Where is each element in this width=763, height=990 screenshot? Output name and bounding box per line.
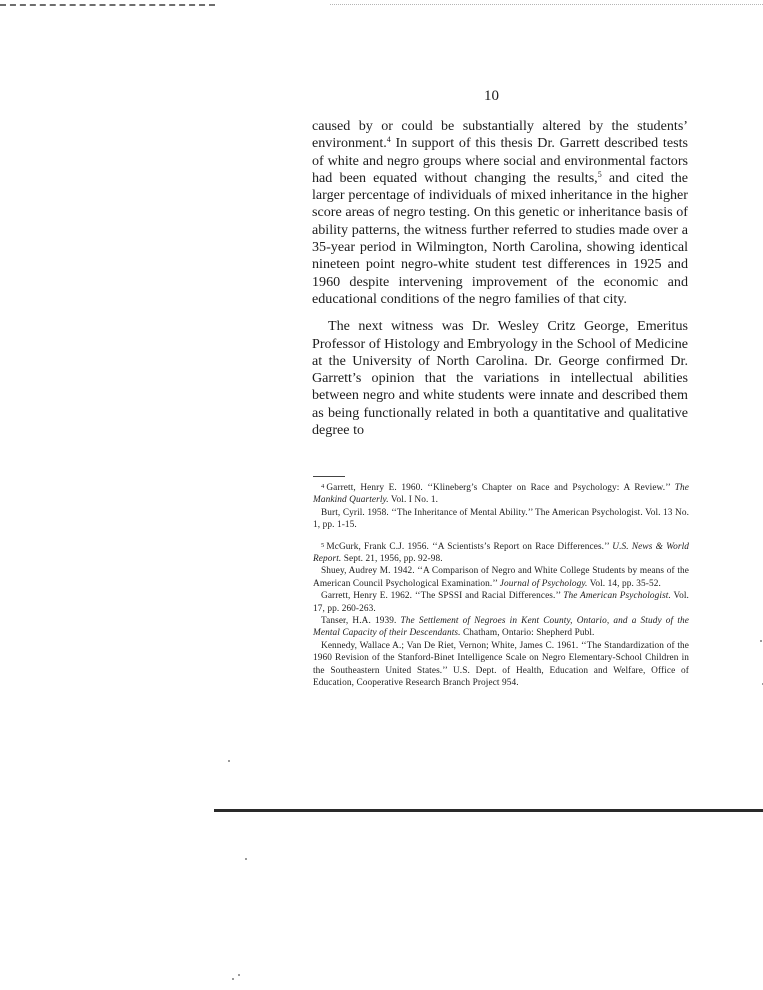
- footnote-entry: Kennedy, Wallace A.; Van De Riet, Vernon; White, James C. 1961. ‘‘The Standardization of the 1960 Revision of the Stanford-Binet Intelligence Scale on Negro Elementary-School Children in the Southeastern United States.’’ U.S. Dept. of Health, Education and Welfare, Office of Education, Cooperative Research Branch Project 954.: [313, 640, 689, 689]
- paragraph-1-lead: caused by or could be substantially altered by the students’ environment.: [312, 118, 688, 152]
- footnote-source-title: U.S. News & World Report.: [313, 541, 690, 565]
- footnote-ref-4: 4: [386, 135, 391, 145]
- footnote-divider: [313, 476, 345, 477]
- footnote-text: Vol. 17, pp. 260-263.: [313, 591, 689, 614]
- scan-speck: [238, 974, 240, 976]
- footnote-text: McGurk, Frank C.J. 1956. ‘‘A Scientists’s Report on Race Differences.’’: [326, 541, 613, 552]
- footnote-entry: Burt, Cyril. 1958. ‘‘The Inheritance of Mental Ability.’’ The American Psychologist. Vol. 13 No. 1, pp. 1-15.: [313, 507, 689, 531]
- scan-edge-mark-top-left: [0, 4, 215, 6]
- body-paragraph-1: [312, 118, 688, 308]
- page-bottom-edge: [214, 809, 763, 812]
- footnote-ref-5: 5: [597, 169, 602, 179]
- footnote-source-title: The Settlement of Negroes in Kent County, Ontario, and a Study of the Mental Capacity of their Descendants.: [313, 616, 689, 639]
- footnote-entry: [313, 590, 689, 615]
- footnote-text: Garrett, Henry E. 1962. ‘‘The SPSSI and Racial Differences.’’: [321, 591, 564, 602]
- scan-speck: [232, 978, 234, 980]
- scan-speck: [228, 760, 230, 762]
- footnote-text: Chatham, Ontario: Shepherd Publ.: [460, 628, 595, 639]
- footnote-group-4: [313, 481, 689, 532]
- footnote-entry: [313, 565, 689, 590]
- paragraph-1-mid: In support of this thesis Dr. Garrett described tests of white and negro groups where social and environmental factors had been equated without changing the results,: [312, 135, 688, 186]
- footnote-source-title: The Mankind Quarterly.: [313, 483, 689, 506]
- footnote-text: Sept. 21, 1956, pp. 92-98.: [341, 554, 443, 565]
- footnote-entry: [313, 540, 689, 566]
- footnote-text: Vol. 14, pp. 35-52.: [587, 578, 661, 589]
- footnote-group-5: [313, 540, 689, 690]
- paragraph-1-tail: and cited the larger percentage of individuals of mixed inheritance in the higher score areas of negro testing. On this genetic or inheritance basis of ability patterns, the witness further referred to studies made over a 35-year period in Wilmington, North Carolina, showing identical nineteen point negro-white student test differences in 1925 and 1960 despite intervening improvement of the economic and educational conditions of the negro families of that city.: [312, 169, 688, 307]
- footnote-mark-5: 5: [321, 541, 325, 549]
- footnotes: [313, 481, 689, 690]
- body-paragraph-2: The next witness was Dr. Wesley Critz George, Emeritus Professor of Histology and Embryology in the School of Medicine at the University of North Carolina. Dr. George confirmed Dr. Garrett’s opinion that the variations in intellectual abilities between negro and white students were innate and described them as being functionally related in both a quantitative and qualitative degree to: [312, 318, 688, 439]
- footnote-source-title: Journal of Psychology.: [499, 578, 588, 589]
- page-number: 10: [484, 88, 499, 104]
- scan-edge-mark-top-right: [330, 4, 763, 5]
- scan-speck: [245, 858, 247, 860]
- footnote-entry: [313, 481, 689, 507]
- footnote-text: Shuey, Audrey M. 1942. ‘‘A Comparison of Negro and White College Students by means of the American Council Psychological Examination.’’: [313, 566, 689, 589]
- scan-speck: [760, 640, 762, 642]
- footnote-entry: [313, 615, 689, 640]
- footnote-text: Vol. I No. 1.: [388, 495, 439, 506]
- footnote-source-title: The American Psychologist.: [563, 591, 671, 602]
- footnote-text: Garrett, Henry E. 1960. ‘‘Klineberg’s Chapter on Race and Psychology: A Review.’’: [326, 483, 675, 493]
- footnote-text: Tanser, H.A. 1939.: [321, 616, 401, 627]
- footnote-mark-4: 4: [321, 483, 325, 490]
- body-text: [312, 118, 688, 439]
